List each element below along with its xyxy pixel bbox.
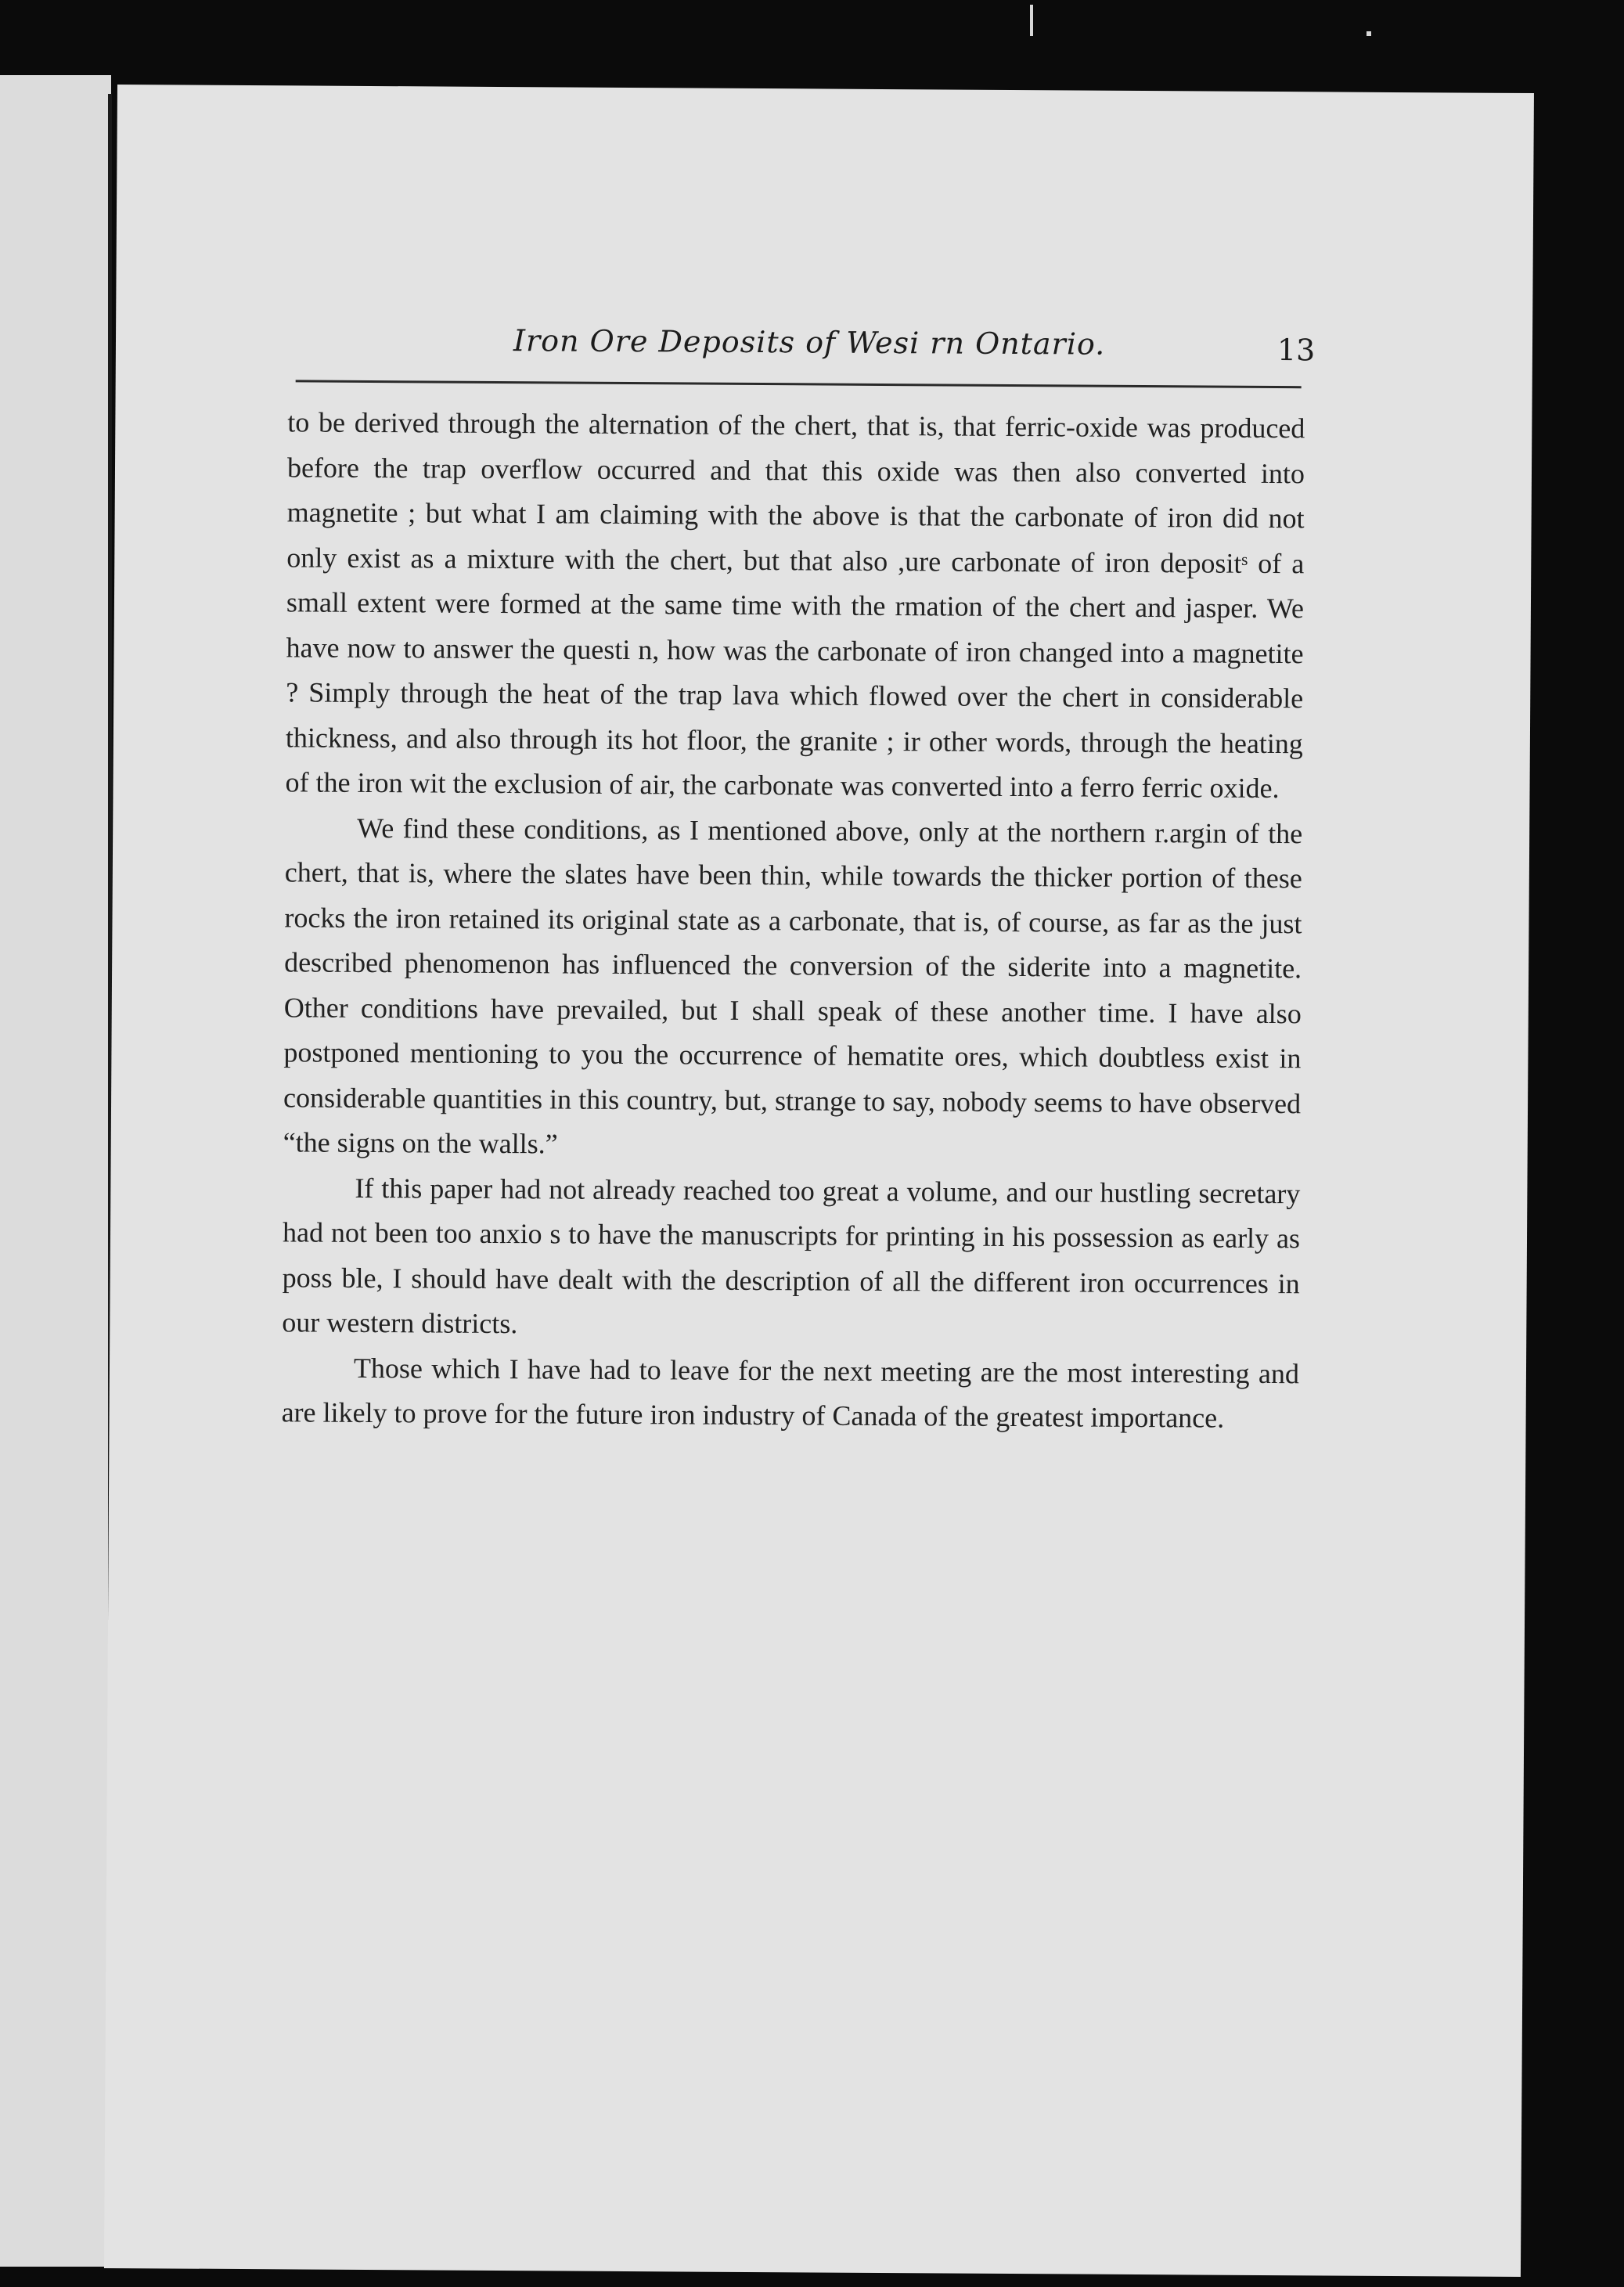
scan-speck <box>1030 5 1033 36</box>
book-page <box>104 85 1534 2277</box>
paragraph: If this paper had not already reached too great a volume, and our hustling secretary had not been too anxio s to have the manuscripts for printing in his possession as early as poss ble, I should have dealt with the description of all the different iron occurrences in our western districts. <box>282 1172 1301 1340</box>
paragraph: to be derived through the alternation of the chert, that is, that ferric-oxide was produced before the trap overflow occurred and that this oxide was then also converted into magnetite ; but what I am claiming with the above is that the carbonate of iron did not only exist as a mixture with the chert, but that also ,ure carbonate of iron depositˢ of a small extent were formed at the same time with the rmation of the chert and jasper. We have now to answer the questi n, how was the carbonate of iron changed into a magnetite ? Simply through the heat of the trap lava which flowed over the chert in considerable thickness, and also through its hot floor, the granite ; ir other words, through the heating of the iron wit the exclusion of air, the carbonate was converted into a ferro ferric oxide. <box>285 406 1305 805</box>
page-number: 13 <box>1277 333 1316 368</box>
paragraph: We find these conditions, as I mentioned above, only at the northern r.argin of the chert, that is, where the slates have been thin, while towards the thicker portion of these rocks the iron retained its original state as a carbonate, that is, of course, as far as the just described phenomenon has influenced the conversion of the siderite into a magnetite. Other conditions have prevailed, but I shall speak of these another time. I have also postponed mentioning to you the occurrence of hematite ores, which doubtless exist in considerable quantities in this country, but, strange to say, nobody seems to have observed “the signs on the walls.” <box>283 812 1303 1160</box>
scan-speck <box>1367 31 1371 36</box>
running-title: Iron Ore Deposits of Wesi rn Ontario. <box>513 323 1106 362</box>
paragraph: Those which I have had to leave for the next meeting are the most interesting and are likely to prove for the future iron industry of Canada of the greatest importance. <box>281 1352 1300 1434</box>
previous-page-edge <box>0 75 111 2267</box>
body-text <box>281 400 1305 1441</box>
